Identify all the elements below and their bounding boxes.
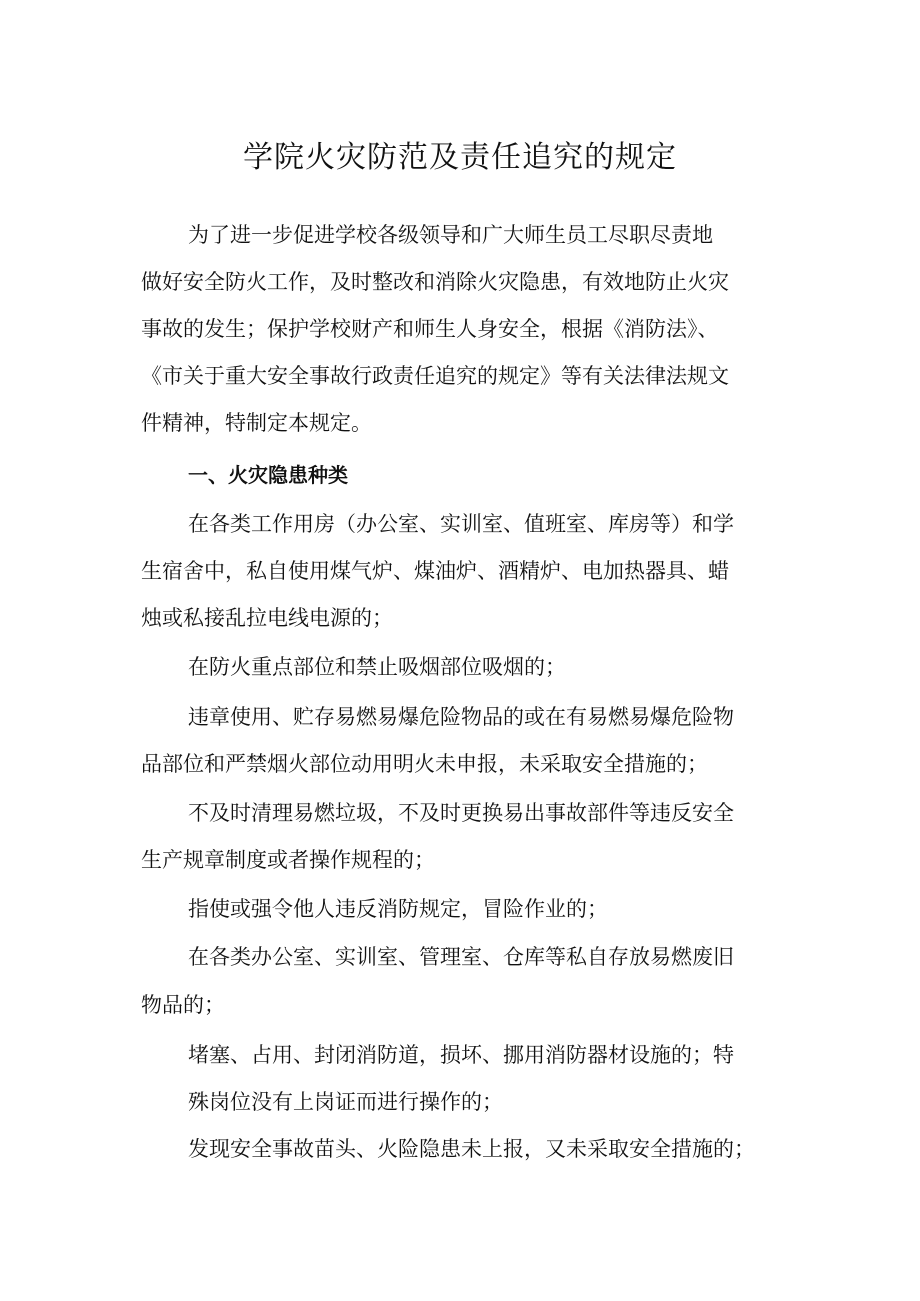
paragraph-line: 生宿舍中，私自使用煤气炉、煤油炉、酒精炉、电加热器具、蜡 — [141, 559, 729, 583]
paragraph-line: 不及时清理易燃垃圾，不及时更换易出事故部件等违反安全 — [188, 801, 734, 825]
paragraph-line: 在各类工作用房（办公室、实训室、值班室、库房等）和学 — [188, 512, 734, 536]
paragraph-line: 指使或强令他人违反消防规定，冒险作业的； — [188, 897, 608, 921]
paragraph-line: 品部位和严禁烟火部位动用明火未申报，未采取安全措施的； — [141, 752, 708, 776]
paragraph-line: 生产规章制度或者操作规程的； — [141, 848, 435, 872]
paragraph-line: 烛或私接乱拉电线电源的； — [141, 606, 393, 630]
paragraph-line: 在防火重点部位和禁止吸烟部位吸烟的； — [188, 655, 566, 679]
paragraph-line: 殊岗位没有上岗证而进行操作的； — [188, 1090, 503, 1114]
document-title: 学院火灾防范及责任追究的规定 — [243, 140, 677, 175]
paragraph-line: 做好安全防火工作，及时整改和消除火灾隐患，有效地防止火灾 — [141, 270, 729, 294]
paragraph-line: 物品的； — [141, 993, 225, 1017]
paragraph-line: 件精神，特制定本规定。 — [141, 411, 372, 435]
paragraph-line: 在各类办公室、实训室、管理室、仓库等私自存放易燃废旧 — [188, 945, 734, 969]
paragraph-line: 为了进一步促进学校各级领导和广大师生员工尽职尽责地 — [188, 223, 713, 247]
paragraph-line: 堵塞、占用、封闭消防道，损坏、挪用消防器材设施的；特 — [188, 1043, 734, 1067]
paragraph-line: 违章使用、贮存易燃易爆危险物品的或在有易燃易爆危险物 — [188, 705, 734, 729]
paragraph-line: 发现安全事故苗头、火险隐患未上报，又未采取安全措施的； — [188, 1137, 755, 1161]
section-heading: 一、火灾隐患种类 — [188, 463, 348, 487]
paragraph-line: 《市关于重大安全事故行政责任追究的规定》等有关法律法规文 — [141, 364, 729, 388]
paragraph-line: 事故的发生；保护学校财产和师生人身安全，根据《消防法》、 — [141, 317, 719, 341]
